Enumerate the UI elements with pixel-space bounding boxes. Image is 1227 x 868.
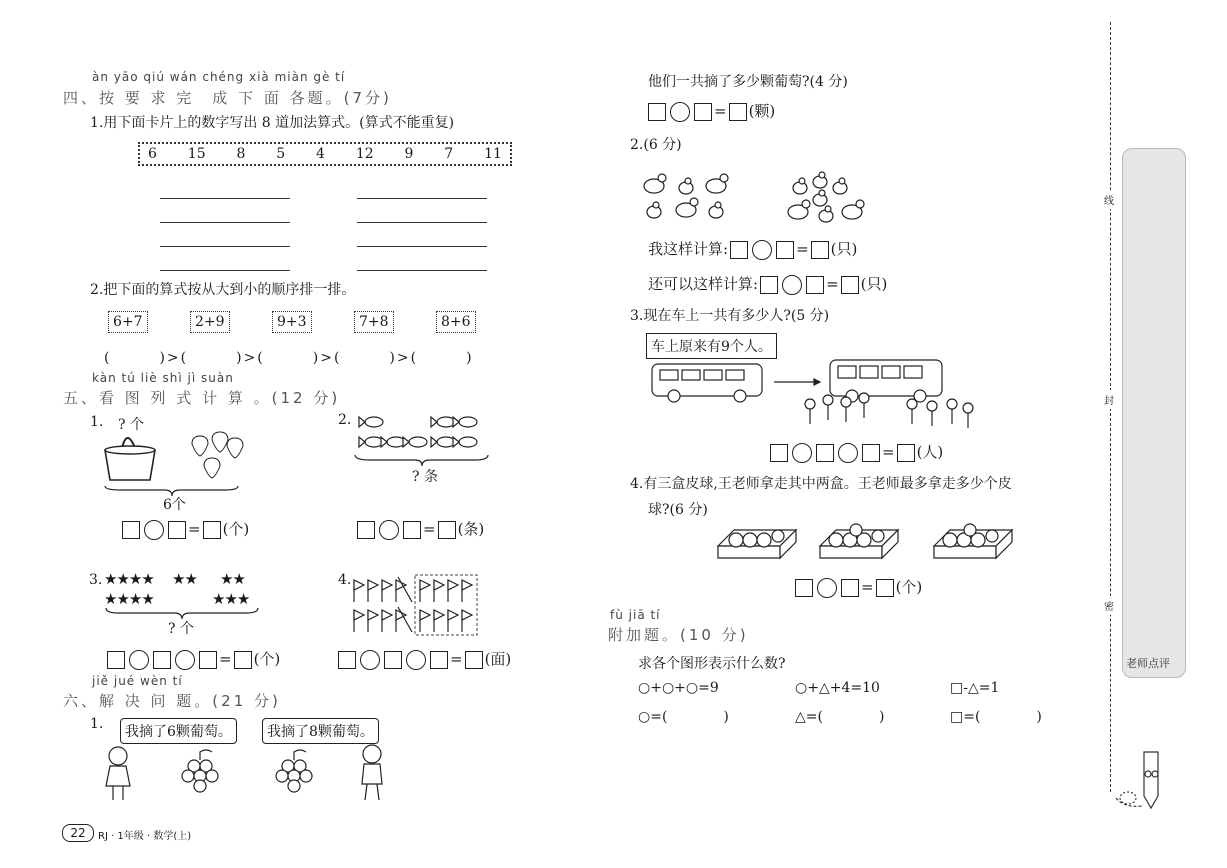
answer-box[interactable] — [729, 103, 747, 121]
extra-answer[interactable]: ○=( ) — [638, 709, 729, 725]
basket-strawberry-illustration — [100, 428, 245, 498]
ball-box-icon — [934, 524, 1012, 558]
section4-pinyin: àn yāo qiú wán chéng xià miàn gè tí — [92, 70, 346, 84]
strawberry-icon — [227, 438, 243, 458]
answer-line[interactable] — [160, 198, 290, 199]
expression-card: 9+3 — [272, 311, 312, 333]
chick-icon — [819, 206, 833, 222]
number-card — [138, 142, 512, 166]
strawberry-icon — [212, 432, 228, 452]
extra-title: 附加题。(10 分) — [608, 626, 749, 644]
answer-box[interactable] — [694, 103, 712, 121]
answer-box[interactable] — [816, 444, 834, 462]
operator-circle[interactable] — [670, 102, 690, 122]
review-panel — [1122, 148, 1186, 678]
number-item: 7 — [444, 146, 454, 162]
speech-bubble: 我摘了6颗葡萄。 — [120, 718, 237, 744]
right-q1-text: 他们一共摘了多少颗葡萄?(4 分) — [648, 74, 848, 90]
unit-label: (面) — [484, 650, 512, 668]
answer-box[interactable] — [199, 651, 217, 669]
answer-box[interactable] — [234, 651, 252, 669]
answer-line[interactable] — [357, 222, 487, 223]
section6-pinyin: jiě jué wèn tí — [92, 674, 183, 688]
flag-icon — [420, 610, 430, 632]
flag-icon — [434, 580, 444, 602]
operator-circle[interactable] — [144, 520, 164, 540]
flag-icon — [462, 610, 472, 632]
unit-label: (个) — [253, 650, 281, 668]
unknown-count: ? 条 — [412, 469, 438, 485]
equation-row: = (颗) — [646, 100, 775, 122]
grape-bunch-icon — [276, 750, 312, 792]
answer-box[interactable] — [811, 241, 829, 259]
answer-line[interactable] — [160, 270, 290, 271]
answer-box[interactable] — [107, 651, 125, 669]
right-q4-text-cont: 球?(6 分) — [648, 502, 708, 518]
total-count: 6个 — [163, 497, 186, 513]
chick-icon — [647, 202, 661, 218]
problem-label: 4. — [338, 572, 352, 588]
section4-q1: 1.用下面卡片上的数字写出 8 道加法算式。(算式不能重复) — [90, 115, 455, 131]
answer-box[interactable] — [430, 651, 448, 669]
answer-box[interactable] — [438, 521, 456, 539]
problem-label: 1. — [90, 716, 104, 732]
number-item: 12 — [355, 146, 374, 162]
star-group: ★★★★ — [104, 570, 154, 588]
answer-box[interactable] — [648, 103, 666, 121]
answer-box[interactable] — [841, 276, 859, 294]
fish-icon — [431, 437, 455, 447]
pencil-mascot-illustration — [1112, 746, 1182, 816]
answer-box[interactable] — [760, 276, 778, 294]
flag-icon — [462, 580, 472, 602]
extra-answer[interactable]: □=( ) — [950, 709, 1042, 725]
operator-circle[interactable] — [360, 650, 380, 670]
ball-box-icon — [718, 530, 796, 558]
number-item: 9 — [404, 146, 414, 162]
pencil-mascot-icon — [1144, 752, 1158, 808]
answer-box[interactable] — [862, 444, 880, 462]
problem-label: 2. — [338, 412, 352, 428]
answer-line[interactable] — [357, 270, 487, 271]
problem-label: 1. — [90, 414, 104, 430]
unknown-count: ? 个 — [118, 417, 144, 433]
unit-label: (只) — [830, 240, 858, 258]
chick-icon — [833, 178, 847, 194]
chick-icon — [813, 190, 827, 206]
extra-pinyin: fù jiā tí — [610, 608, 661, 622]
problem-label: 3. — [89, 572, 103, 588]
flag-icon — [354, 610, 364, 632]
right-q3-text: 3.现在车上一共有多少人?(5 分) — [630, 308, 830, 324]
equation-row: = (人) — [768, 441, 943, 463]
rooster-icon — [788, 200, 810, 219]
operator-circle[interactable] — [406, 650, 426, 670]
boy-icon — [362, 745, 382, 800]
operator-circle[interactable] — [752, 240, 772, 260]
equation-row: = (个) — [105, 648, 280, 670]
answer-line[interactable] — [160, 246, 290, 247]
footer-info: RJ · 1年级 · 数学(上) — [98, 831, 192, 842]
speech-bubble: 车上原来有9个人。 — [646, 333, 777, 359]
number-item: 4 — [316, 146, 325, 162]
bus-illustration — [650, 352, 990, 432]
operator-circle[interactable] — [817, 578, 837, 598]
expression-card: 6+7 — [108, 311, 148, 333]
operator-circle[interactable] — [129, 650, 149, 670]
flag-icon — [382, 580, 392, 602]
margin-label: 线 — [1104, 190, 1114, 209]
answer-line[interactable] — [357, 198, 487, 199]
flag-icon — [434, 610, 444, 632]
flag-icon — [368, 580, 378, 602]
bus-icon — [652, 364, 762, 402]
strawberry-icon — [204, 458, 220, 478]
number-item: 15 — [187, 146, 206, 162]
speech-bubble: 我摘了8颗葡萄。 — [262, 718, 379, 744]
answer-box[interactable] — [795, 579, 813, 597]
answer-line[interactable] — [357, 246, 487, 247]
rooster-icon — [706, 174, 728, 193]
bus-icon — [830, 360, 942, 402]
teacher-review-label: 老师点评 — [1126, 657, 1170, 670]
answer-box[interactable] — [897, 444, 915, 462]
unit-label: (条) — [457, 520, 485, 538]
flag-icon — [382, 610, 392, 632]
extra-equation: ○+△+4=10 — [795, 680, 880, 696]
unknown-count: ? 个 — [168, 621, 194, 637]
grape-picking-illustration — [96, 742, 396, 804]
star-group: ★★ — [172, 570, 197, 588]
star-group: ★★ — [220, 570, 245, 588]
equation-row: = (个) — [120, 518, 249, 540]
fish-icon — [359, 437, 383, 447]
girl-icon — [106, 747, 130, 800]
flag-icon — [420, 580, 430, 602]
flag-icon — [368, 610, 378, 632]
fish-icon — [381, 437, 405, 447]
cross-out-mark — [398, 607, 412, 632]
answer-box[interactable] — [338, 651, 356, 669]
method-label: 还可以这样计算: — [648, 275, 759, 293]
grape-bunch-icon — [182, 750, 218, 792]
star-group: ★★★ — [212, 590, 250, 608]
unit-label: (个) — [895, 578, 923, 596]
operator-circle[interactable] — [782, 275, 802, 295]
operator-circle[interactable] — [175, 650, 195, 670]
cross-out-mark — [398, 577, 412, 602]
extra-answer[interactable]: △=( ) — [795, 709, 885, 725]
children-icon — [805, 393, 973, 428]
extra-equation: □-△=1 — [950, 680, 1000, 696]
order-answer-line[interactable]: ( )>( )>( )>( )>( ) — [104, 350, 474, 366]
fish-icon — [403, 437, 427, 447]
star-group: ★★★★ — [104, 590, 154, 608]
answer-box[interactable] — [806, 276, 824, 294]
expression-card: 7+8 — [354, 311, 394, 333]
flag-icon — [448, 610, 458, 632]
unit-label: (颗) — [748, 102, 776, 120]
unit-label: (个) — [222, 520, 250, 538]
answer-box[interactable] — [876, 579, 894, 597]
equation-row: 我这样计算: = (只) — [648, 240, 858, 258]
answer-box[interactable] — [730, 241, 748, 259]
extra-prompt: 求各个图形表示什么数? — [638, 656, 786, 672]
margin-label: 封 — [1104, 390, 1114, 409]
section4-title: 四、按 要 求 完 成 下 面 各题。(7分) — [63, 89, 392, 107]
fish-icon — [453, 417, 477, 427]
operator-circle[interactable] — [838, 443, 858, 463]
operator-circle[interactable] — [792, 443, 812, 463]
method-label: 我这样计算: — [648, 240, 729, 258]
answer-box[interactable] — [122, 521, 140, 539]
margin-label: 密 — [1104, 596, 1114, 615]
expression-card: 8+6 — [436, 311, 476, 333]
answer-box[interactable] — [203, 521, 221, 539]
answer-box[interactable] — [403, 521, 421, 539]
fish-icon — [431, 417, 455, 427]
answer-box[interactable] — [384, 651, 402, 669]
number-item: 5 — [276, 146, 286, 162]
chick-icon — [813, 172, 827, 188]
unit-label: (只) — [860, 275, 888, 293]
chick-icon — [679, 178, 693, 194]
strawberry-icon — [192, 436, 208, 456]
rooster-icon — [842, 200, 864, 219]
rooster-icon — [644, 174, 666, 193]
number-item: 6 — [148, 146, 157, 162]
extra-equation: ○+○+○=9 — [638, 680, 719, 696]
right-q2-label: 2.(6 分) — [630, 137, 682, 153]
expression-card: 2+9 — [190, 311, 230, 333]
unit-label: (人) — [916, 443, 944, 461]
right-q4-text: 4.有三盒皮球,王老师拿走其中两盒。王老师最多拿走多少个皮 — [630, 476, 1012, 492]
equation-row: = (面) — [336, 648, 511, 670]
brace — [355, 455, 488, 466]
fish-icon — [359, 417, 383, 427]
fish-icon — [453, 437, 477, 447]
chick-icon — [793, 178, 807, 194]
flag-icon — [354, 580, 364, 602]
equation-row: 还可以这样计算: = (只) — [648, 275, 888, 293]
answer-box[interactable] — [770, 444, 788, 462]
equation-row: = (条) — [355, 518, 484, 540]
flag-icon — [448, 580, 458, 602]
chicken-illustration — [640, 170, 870, 228]
answer-box[interactable] — [841, 579, 859, 597]
answer-box[interactable] — [465, 651, 483, 669]
answer-box[interactable] — [153, 651, 171, 669]
operator-circle[interactable] — [379, 520, 399, 540]
number-item: 8 — [236, 146, 246, 162]
answer-line[interactable] — [160, 222, 290, 223]
answer-box[interactable] — [168, 521, 186, 539]
flag-illustration — [350, 572, 480, 638]
rooster-icon — [676, 198, 698, 217]
chick-icon — [709, 202, 723, 218]
fish-illustration — [350, 410, 495, 470]
page-number: 22 — [62, 824, 94, 842]
ball-box-icon — [820, 524, 898, 558]
section4-q2: 2.把下面的算式按从大到小的顺序排一排。 — [90, 282, 356, 298]
equation-row: = (个) — [793, 576, 922, 598]
section5-title: 五、看 图 列 式 计 算 。(12 分) — [63, 389, 341, 407]
answer-box[interactable] — [357, 521, 375, 539]
section6-title: 六、解 决 问 题。(21 分) — [63, 692, 281, 710]
number-item: 11 — [484, 146, 502, 162]
answer-box[interactable] — [776, 241, 794, 259]
section5-pinyin: kàn tú liè shì jì suàn — [92, 371, 234, 385]
ball-boxes-illustration — [712, 520, 1092, 568]
